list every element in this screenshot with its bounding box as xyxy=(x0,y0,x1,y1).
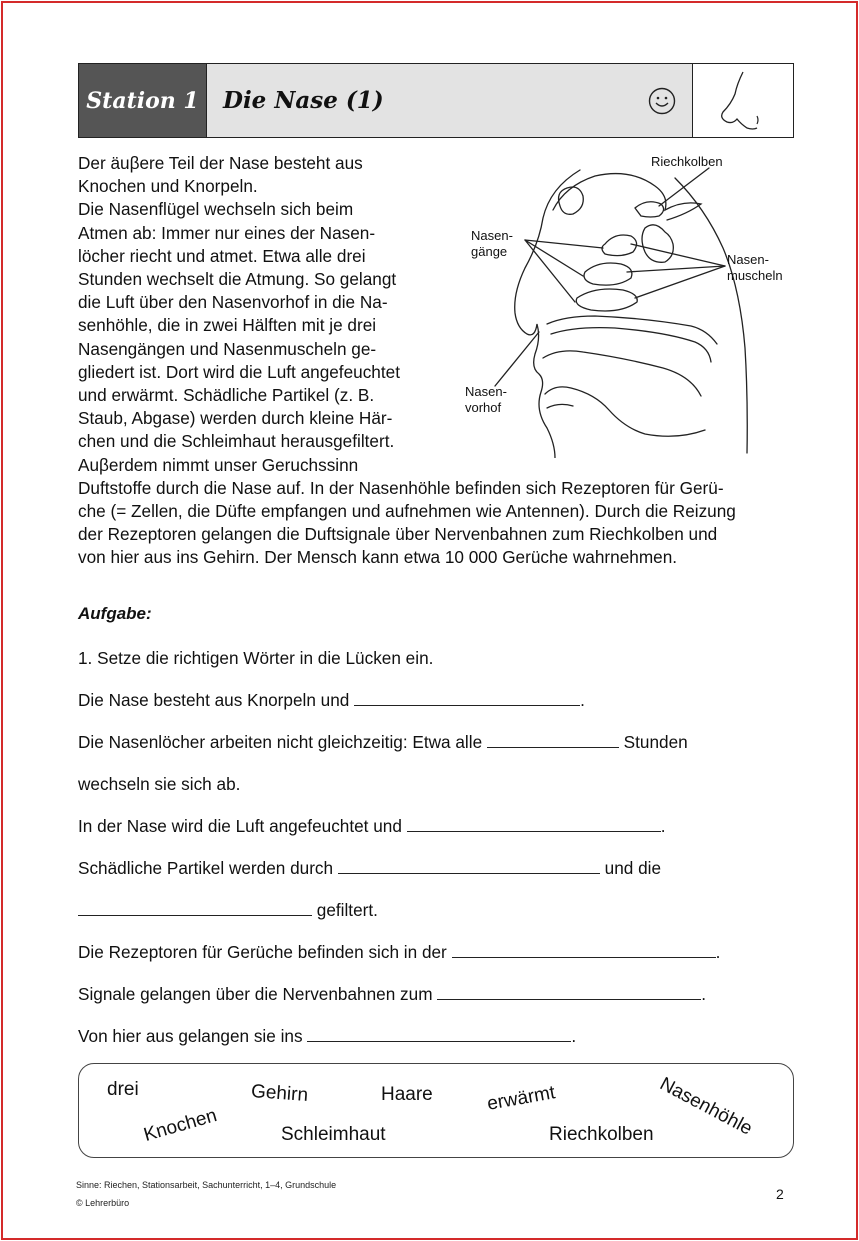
intro-line: Duftstoffe durch die Nase auf. In der Nasenhöhle befinden sich Rezeptoren für Gerü- xyxy=(78,477,724,498)
station-label: Station 1 xyxy=(79,64,207,137)
answer-blank[interactable] xyxy=(487,733,619,748)
sentence-text: Stunden xyxy=(618,732,688,752)
label-line: Nasen- xyxy=(471,228,513,243)
footer-source: Sinne: Riechen, Stationsarbeit, Sachunterricht, 1–4, Grundschule xyxy=(76,1180,337,1190)
nose-cross-section-diagram xyxy=(455,148,800,458)
intro-line: löcher riecht und atmet. Etwa alle drei xyxy=(78,245,366,266)
word-gehirn: Gehirn xyxy=(250,1081,309,1106)
intro-line: die Luft über den Nasenvorhof in die Na- xyxy=(78,292,388,313)
intro-line: der Rezeptoren gelangen die Duftsignale über Nervenbahnen zum Riechkolben und xyxy=(78,524,718,545)
intro-line: und erwärmt. Schädliche Partikel (z. B. xyxy=(78,385,375,406)
sentence-text: Die Nasenlöcher arbeiten nicht gleichzeitig: Etwa alle xyxy=(78,732,487,752)
task-sentence-3: wechseln sie sich ab. xyxy=(78,774,241,794)
intro-line: chen und die Schleimhaut herausgefiltert. xyxy=(78,431,395,452)
intro-line: Die Nasenflügel wechseln sich beim xyxy=(78,199,354,220)
intro-line: Nasengängen und Nasenmuscheln ge- xyxy=(78,338,377,359)
sentence-text: Die Rezeptoren für Gerüche befinden sich in der xyxy=(78,942,452,962)
label-line: Nasen- xyxy=(727,252,769,267)
word-nasenhoehle: Nasenhöhle xyxy=(656,1073,756,1140)
label-line: Nasen- xyxy=(465,384,507,399)
intro-line: senhöhle, die in zwei Hälften mit je drei xyxy=(78,315,377,336)
word-knochen: Knochen xyxy=(141,1105,220,1146)
intro-line: von hier aus ins Gehirn. Der Mensch kann etwa 10 000 Gerüche wahrnehmen. xyxy=(78,547,678,568)
answer-blank[interactable] xyxy=(407,817,661,832)
worksheet-header xyxy=(78,63,794,138)
intro-line: gliedert ist. Dort wird die Luft angefeuchtet xyxy=(78,361,400,382)
nose-profile-icon xyxy=(693,64,793,136)
label-nasengaenge xyxy=(471,228,513,260)
task-sentence-6 xyxy=(78,900,378,921)
sentence-text: Von hier aus gelangen sie ins xyxy=(78,1026,308,1046)
sentence-text: . xyxy=(660,816,666,836)
sentence-text: und die xyxy=(599,858,662,878)
word-riechkolben: Riechkolben xyxy=(549,1124,654,1145)
task-heading: Aufgabe: xyxy=(78,604,152,623)
intro-wrapped-block xyxy=(78,152,443,477)
answer-blank[interactable] xyxy=(452,943,716,958)
intro-line: Knochen und Knorpeln. xyxy=(78,176,258,197)
word-drei: drei xyxy=(107,1079,139,1100)
intro-line: Staub, Abgase) werden durch kleine Här- xyxy=(78,408,393,429)
sentence-text: . xyxy=(701,984,707,1004)
label-line: gänge xyxy=(471,244,508,259)
smiley-icon xyxy=(648,87,676,115)
sentence-text: Die Nase besteht aus Knorpeln und xyxy=(78,690,355,710)
word-erwaermt: erwärmt xyxy=(485,1082,557,1115)
answer-blank[interactable] xyxy=(307,1027,571,1042)
label-line: vorhof xyxy=(465,400,502,415)
label-line: muscheln xyxy=(727,268,783,283)
sentence-text: . xyxy=(715,942,721,962)
intro-line: Stunden wechselt die Atmung. So gelangt xyxy=(78,269,397,290)
intro-line: Atmen ab: Immer nur eines der Nasen- xyxy=(78,222,376,243)
answer-blank[interactable] xyxy=(78,901,312,916)
task-sentence-8 xyxy=(78,984,706,1005)
intro-line: Auβerdem nimmt unser Geruchssinn xyxy=(78,454,359,475)
sentence-text: . xyxy=(571,1026,577,1046)
sentence-text: Schädliche Partikel werden durch xyxy=(78,858,338,878)
intro-line: Der äuβere Teil der Nase besteht aus xyxy=(78,153,363,173)
task-sentence-5 xyxy=(78,858,661,879)
label-riechkolben: Riechkolben xyxy=(651,154,723,169)
worksheet-title: Die Nase (1) xyxy=(223,87,384,114)
task-instruction: 1. Setze die richtigen Wörter in die Lücken ein. xyxy=(78,648,434,668)
sentence-text: In der Nase wird die Luft angefeuchtet und xyxy=(78,816,407,836)
nose-icon-box xyxy=(693,64,793,137)
task-sentence-2 xyxy=(78,732,688,753)
answer-blank[interactable] xyxy=(338,859,600,874)
task-sentence-1 xyxy=(78,690,585,711)
word-bank xyxy=(78,1063,794,1158)
task-sentence-9 xyxy=(78,1026,576,1047)
answer-blank[interactable] xyxy=(437,985,701,1000)
page-number: 2 xyxy=(776,1186,784,1202)
task-sentence-4 xyxy=(78,816,665,837)
label-nasenvorhof xyxy=(465,384,507,416)
footer-copyright: © Lehrerbüro xyxy=(76,1198,130,1208)
sentence-text: Signale gelangen über die Nervenbahnen zum xyxy=(78,984,438,1004)
word-schleimhaut: Schleimhaut xyxy=(281,1124,386,1145)
title-box xyxy=(207,64,693,137)
sentence-text: . xyxy=(580,690,585,710)
intro-line: che (= Zellen, die Düfte empfangen und aufnehmen wie Antennen). Durch die Reizung xyxy=(78,501,736,522)
task-sentence-7 xyxy=(78,942,720,963)
word-haare: Haare xyxy=(381,1084,433,1105)
label-nasenmuscheln xyxy=(727,252,783,284)
sentence-text: gefiltert. xyxy=(312,900,378,920)
answer-blank[interactable] xyxy=(354,691,580,706)
